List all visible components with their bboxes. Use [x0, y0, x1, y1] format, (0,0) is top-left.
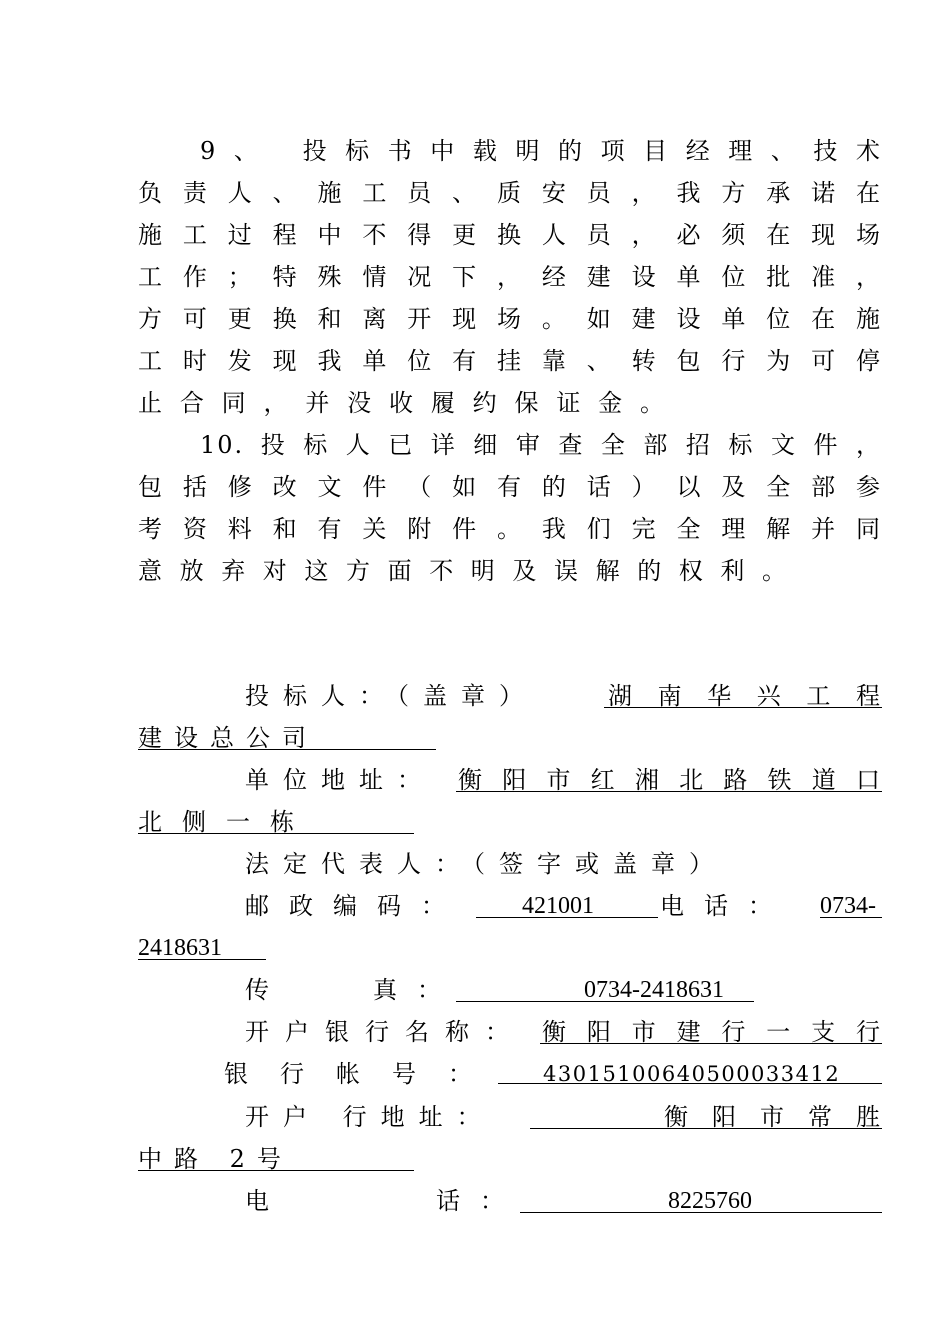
phone-underline-1	[820, 917, 882, 918]
address-label: 单位地址：	[245, 766, 435, 794]
bank-address-value-line-1: 衡阳市常胜	[664, 1103, 880, 1131]
fax-label-part-2: 真：	[373, 976, 461, 1004]
legal-rep-label: 法定代表人：（签字或盖章）	[245, 850, 727, 878]
postcode-underline	[476, 917, 658, 918]
phone-value-line-1: 0734-	[820, 893, 876, 919]
tel-label-part-1: 电	[245, 1187, 269, 1215]
address-underline-1	[456, 791, 882, 792]
account-value: 43015100640500033412	[543, 1062, 841, 1086]
clause-9-line-5: 方可更换和离开现场。如建设单位在施	[138, 305, 882, 333]
account-label: 银行帐号：	[224, 1060, 472, 1088]
fax-underline	[456, 1001, 754, 1002]
bank-name-underline	[540, 1043, 882, 1044]
clause-9-line-6: 工时发现我单位有挂靠、转包行为可停	[138, 347, 882, 375]
address-value-line-1: 衡阳市红湘北路铁道口	[458, 766, 880, 794]
clause-10-line-3: 考资料和有关附件。我们完全理解并同	[138, 515, 882, 543]
clause-10-line-2: 包括修改文件（如有的话）以及全部参	[138, 473, 882, 501]
bank-address-label: 开户 行地址：	[245, 1103, 495, 1131]
fax-label-part-1: 传	[245, 976, 269, 1004]
tel-underline	[520, 1212, 882, 1213]
bank-name-value: 衡阳市建行一支行	[542, 1018, 880, 1046]
bank-address-underline-1	[530, 1128, 882, 1129]
phone-value-line-2: 2418631	[138, 935, 222, 961]
clause-9-line-4: 工作；特殊情况下，经建设单位批准，	[138, 263, 882, 291]
bidder-value-line-2: 建设总公司	[138, 724, 318, 752]
bank-address-underline-2	[138, 1170, 414, 1171]
bank-name-label: 开户银行名称：	[245, 1018, 525, 1046]
postcode-value: 421001	[522, 893, 594, 919]
clause-9-line-7: 止合同，并没收履约保证金。	[138, 389, 666, 417]
address-value-line-2: 北侧一栋	[138, 808, 314, 836]
clause-10-line-1: 10.投标人已详细审查全部招标文件，	[200, 431, 882, 459]
clause-9-line-3: 施工过程中不得更换人员，必须在现场	[138, 221, 882, 249]
tel-label-part-2: 话：	[436, 1187, 524, 1215]
fax-value: 0734-2418631	[584, 977, 724, 1003]
clause-9-line-2: 负责人、施工员、质安员，我方承诺在	[138, 179, 882, 207]
address-underline-2	[138, 833, 414, 834]
bank-address-value-line-2: 中路 2号	[138, 1145, 293, 1173]
clause-9-line-1: 9、 投标书中载明的项目经理、技术	[200, 137, 882, 165]
phone-underline-2	[138, 959, 266, 960]
account-underline	[498, 1083, 882, 1084]
bidder-underline-2	[138, 749, 436, 750]
bidder-value-line-1: 湖南华兴工程	[608, 682, 880, 710]
tel-value: 8225760	[668, 1188, 752, 1214]
postcode-label: 邮政编码：	[245, 892, 465, 920]
clause-10-line-4: 意放弃对这方面不明及误解的权利。	[138, 557, 788, 585]
phone-label: 电话：	[660, 892, 792, 920]
bidder-label: 投标人：（盖章）	[245, 682, 537, 710]
bidder-underline-1	[604, 707, 882, 708]
